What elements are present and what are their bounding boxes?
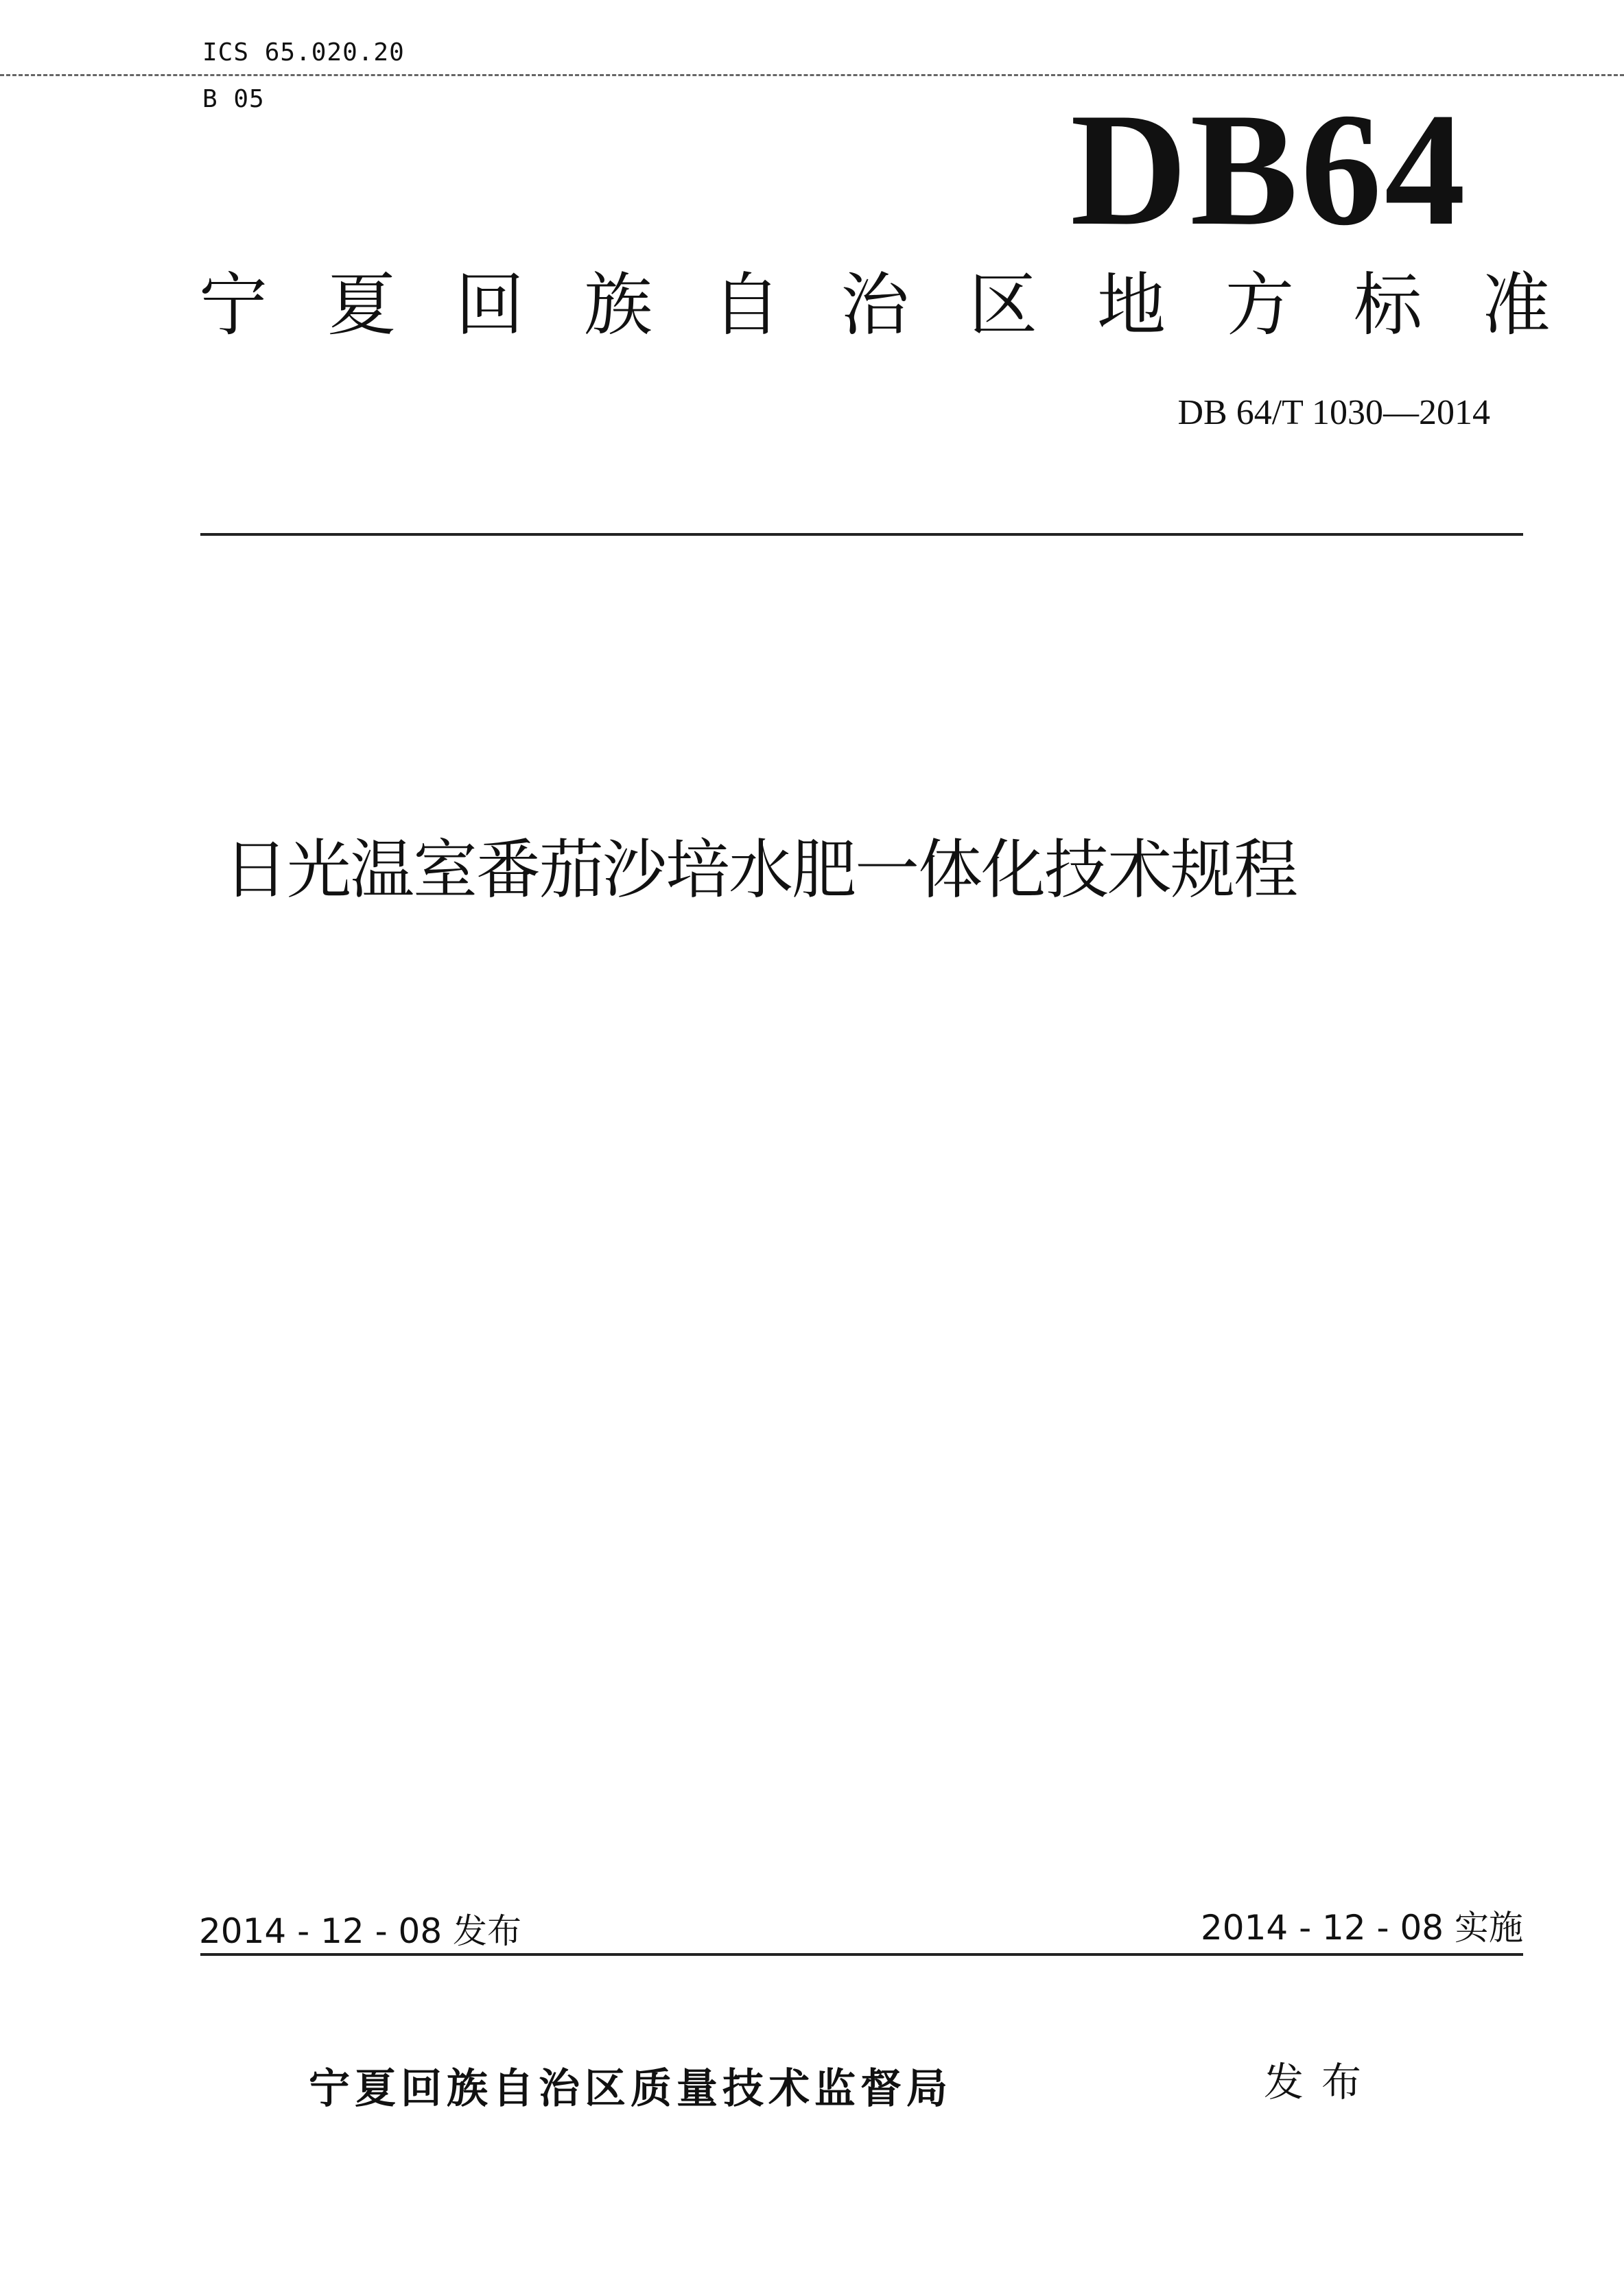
standard-type-char: 治 [840,265,909,345]
issuing-authority: 宁夏回族自治区质量技术监督局 [309,2065,952,2113]
standard-type-heading [199,265,1551,345]
footer-divider [200,1953,1523,1956]
db-logo: DB64 [1070,80,1468,259]
document-title: 日光温室番茄沙培水肥一体化技术规程 [224,833,1297,908]
standard-type-char: 地 [1097,265,1166,345]
standard-type-char: 准 [1482,265,1551,345]
standard-type-char: 回 [456,265,524,345]
ics-code: ICS 65.020.20 [202,38,405,67]
standard-type-char: 方 [1225,265,1294,345]
standard-type-char: 夏 [327,265,396,345]
publish-date: 2014 - 12 - 08 发布 [199,1911,522,1951]
header-divider [200,533,1523,536]
classification-code: B 05 [202,85,265,113]
standard-type-char: 标 [1354,265,1422,345]
top-divider [0,74,1624,76]
issue-label: 发布 [1264,2059,1380,2105]
standard-type-char: 族 [584,265,652,345]
standard-type-char: 区 [969,265,1037,345]
standard-type-char: 自 [712,265,781,345]
implement-date: 2014 - 12 - 08 实施 [1200,1908,1523,1948]
standard-type-char: 宁 [199,265,268,345]
standard-number: DB 64/T 1030—2014 [1177,393,1490,432]
